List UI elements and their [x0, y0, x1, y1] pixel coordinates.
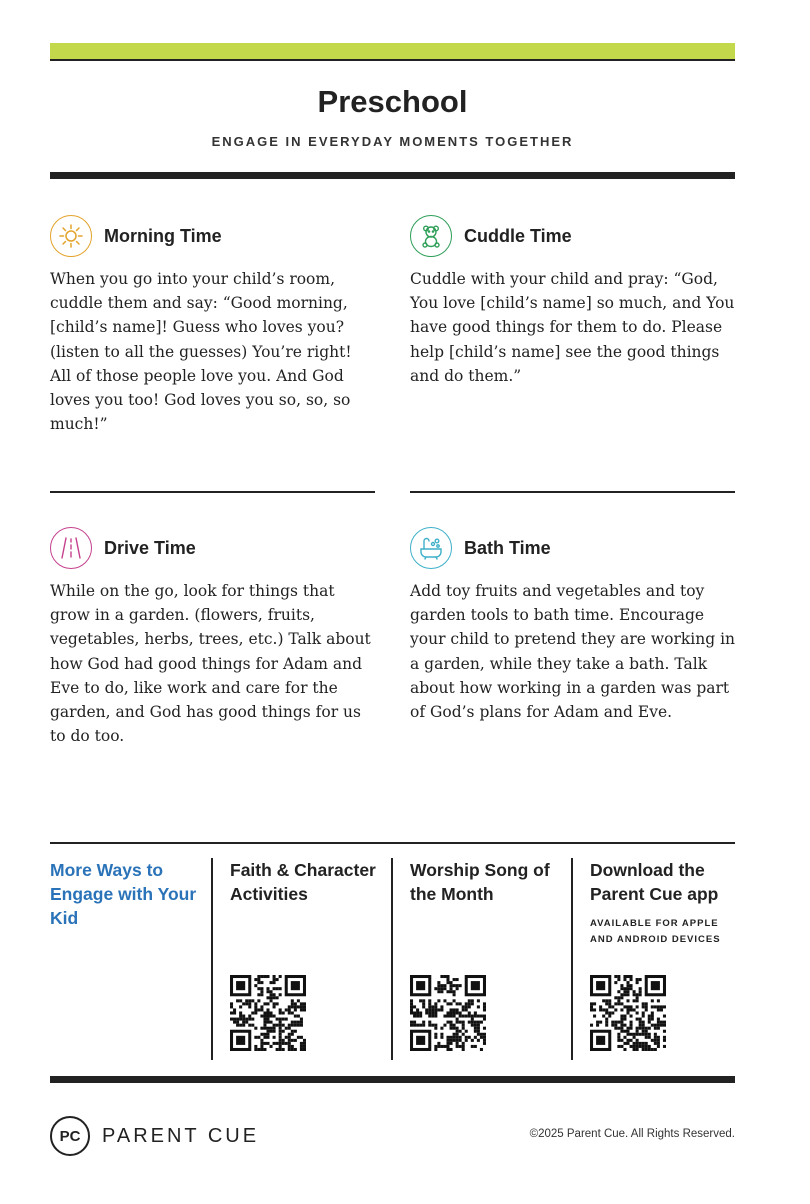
section-body: While on the go, look for things that grow in a garden. (flowers, fruits, vegetables, herbs, trees, etc.) Talk about how God had good things for Adam and Eve to do, like work and care for the garden, and God has good things for us to do too. [50, 582, 371, 746]
qr-code-faith-activities[interactable] [230, 975, 306, 1051]
faith-activities-heading: Faith & Character Activities [230, 860, 376, 904]
copyright-text: ©2025 Parent Cue. All Rights Reserved. [529, 1128, 735, 1140]
header-divider [50, 172, 735, 179]
qr-code-parent-cue-app[interactable] [590, 975, 666, 1051]
more-ways-heading: More Ways to Engage with Your Kid [50, 860, 197, 928]
sun-icon [50, 215, 92, 257]
header-accent-bar [50, 43, 735, 61]
column-divider [391, 858, 393, 1060]
brand-lockup [50, 1116, 259, 1156]
more-ways-block [50, 858, 200, 930]
column-divider [211, 858, 213, 1060]
section-divider [410, 491, 735, 493]
parent-cue-logo: PC [50, 1116, 90, 1156]
faith-activities-block [230, 858, 380, 906]
worship-song-block [410, 858, 560, 906]
section-body: Add toy fruits and vegetables and toy garden tools to bath time. Encourage your child to pretend they are working in a garden, while they take a bath. Talk about how working in a garden was part of God’s plans for Adam and Eve. [410, 582, 736, 722]
footer-thick-divider [50, 1076, 735, 1083]
section-title: Morning Time [104, 225, 222, 246]
column-divider [571, 858, 573, 1060]
download-app-block [590, 858, 740, 948]
page-title: Preschool [317, 84, 468, 119]
section-body: When you go into your child’s room, cuddle them and say: “Good morning, [child’s name]! Guess who loves you? (listen to all the guesses) You’re right! All of those people love you. And God loves you too! God loves you so, so, so much!” [50, 270, 352, 434]
section-body: Cuddle with your child and pray: “God, You love [child’s name] so much, and You have good things for them to do. Please help [child’s name] see the good things and do them.” [410, 270, 735, 385]
section-cuddle-time [410, 215, 740, 388]
section-divider [50, 491, 375, 493]
section-bath-time [410, 527, 740, 724]
page-subtitle: ENGAGE IN EVERYDAY MOMENTS TOGETHER [211, 134, 574, 149]
section-drive-time [50, 527, 380, 748]
section-title: Cuddle Time [464, 225, 572, 246]
section-title: Bath Time [464, 537, 551, 558]
section-morning-time [50, 215, 380, 436]
download-app-heading: Download the Parent Cue app [590, 860, 719, 904]
footer-divider [50, 842, 735, 844]
teddy-bear-icon [410, 215, 452, 257]
road-icon [50, 527, 92, 569]
brand-name: PARENT CUE [102, 1124, 260, 1147]
worship-song-heading: Worship Song of the Month [410, 860, 550, 904]
bathtub-icon [410, 527, 452, 569]
download-app-note: AVAILABLE FOR APPLE AND ANDROID DEVICES [590, 918, 721, 945]
section-title: Drive Time [104, 537, 196, 558]
qr-code-worship-song[interactable] [410, 975, 486, 1051]
